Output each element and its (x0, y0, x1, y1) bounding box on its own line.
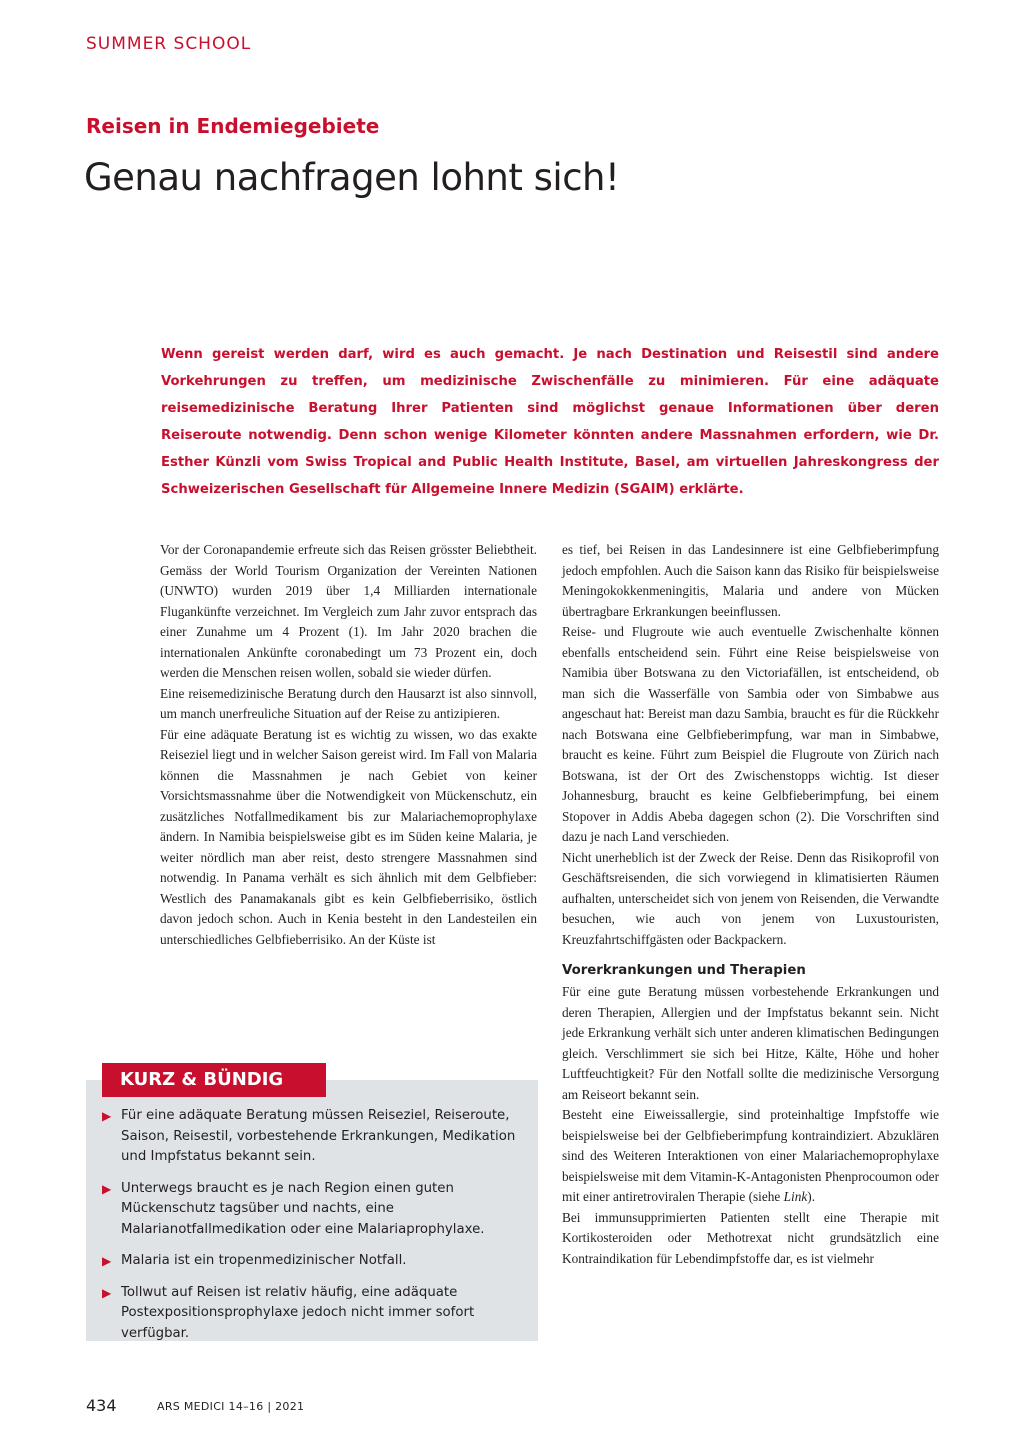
body-paragraph: Für eine gute Beratung müssen vorbestehende Erkrankungen und deren Therapien, Allergien und der Impfstatus bekannt sein. Nicht jede Erkrankung verhält sich unter anderen klimatischen Bedingungen gleich. Verschlimmert sie sich bei Hitze, Kälte, Höhe und hoher Luftfeuchtigkeit? Für den Notfall sollte die medizinische Versorgung am Reiseort bekannt sein. (562, 984, 939, 1102)
list-item-text: Für eine adäquate Beratung müssen Reiseziel, Reiseroute, Saison, Reisestil, vorbestehende Erkrankungen, Medikation und Impfstatus bekannt sein. (121, 1108, 516, 1164)
body-paragraph: es tief, bei Reisen in das Landesinnere ist eine Gelbfieberimpfung jedoch empfohlen. Auch die Saison kann das Risiko für beispielsweise Meningokokkenmeningitis, Malaria und andere von Mücken übertragbare Erkrankungen beeinflussen. (562, 542, 939, 619)
list-item (102, 1106, 526, 1168)
body-paragraph: Bei immunsupprimierten Patienten stellt eine Therapie mit Kortikosteroiden oder Methotrexat nicht grundsätzlich eine Kontraindikation für Lebendimpfstoffe dar, es ist vielmehr (562, 1209, 939, 1266)
body-text: ). (807, 1189, 816, 1204)
body-paragraph: Nicht unerheblich ist der Zweck der Reise. Denn das Risikoprofil von Geschäftsreisenden, die sich vorwiegend in klimatisierten Räumen aufhalten, unterscheidet sich von jenem von Reisenden, die Verwandte besuchen, wie auch von jenem von Luxustouristen, Kreuzfahrtschiffgästen oder Backpackern. (562, 849, 939, 947)
list-item-text: Tollwut auf Reisen ist relativ häufig, eine adäquate Postexpositionsprophylaxe jedoch nicht immer sofort verfügbar. (121, 1284, 475, 1341)
article-kicker: Reisen in Endemiegebiete (86, 114, 380, 138)
list-item (102, 1251, 526, 1272)
summary-list (102, 1106, 526, 1355)
body-paragraph: Vor der Coronapandemie erfreute sich das Reisen grösster Beliebtheit. Gemäss der World Tourism Organization der Vereinten Nationen (UNWTO) wurden 2019 über 1,4 Milliarden internationale Flugankünfte verzeichnet. Im Vergleich zum Jahr zuvor entsprach das einer Zunahme um 4 Prozent (1). Im Jahr 2020 brachen die internationalen Ankünfte coronabedingt um 73 Prozent ein, doch werden die Menschen reisen wollen, sobald sie wieder dürfen. (160, 542, 537, 680)
list-item (102, 1283, 526, 1345)
list-item-text: Unterwegs braucht es je nach Region einen guten Mückenschutz tagsüber und nachts, eine Malarianotfallmedikation oder eine Malariaprophylaxe. (121, 1180, 485, 1237)
body-text: Besteht eine Eiweissallergie, sind proteinhaltige Impfstoffe wie beispielsweise bei der Gelbfieberimpfung kontraindiziert. Abzuklären sind des Weiteren Interaktionen von einer Malariachemoprophylaxe beispielsweise mit dem Vitamin-K-Antagonisten Phenprocoumon oder mit einer antiretroviralen Therapie (siehe (562, 1107, 939, 1204)
triangle-right-icon: ▶ (102, 1254, 112, 1268)
list-item (102, 1179, 526, 1241)
article-title: Genau nachfragen lohnt sich! (84, 156, 620, 199)
body-paragraph: Reise- und Flugroute wie auch eventuelle Zwischenhalte können ebenfalls entscheidend sein. Führt eine Reise beispielsweise von Namibia über Botswana zu den Victoriafällen, ist entscheidend, ob man sich die Wasserfälle von Sambia oder von Simbabwe aus angeschaut hat: Bereist man dazu Sambia, braucht es für die Rückkehr nach Botswana eine Gelbfieberimpfung, war man in Simbabwe, braucht es keine. Führt zum Beispiel die Flugroute von Zürich nach Botswana, ist der Ort des Zwischenstopps wichtig. Ist dieser Johannesburg, braucht es keine Gelbfieberimpfung, bei einem Stopover in Addis Abeba dagegen schon (2). Die Vorschriften sind dazu je nach Land verschieden. (562, 624, 939, 844)
journal-name: ARS MEDICI 14–16 | 2021 (157, 1400, 305, 1413)
body-paragraph: Eine reisemedizinische Beratung durch den Hausarzt ist also sinnvoll, um manch unerfreuliche Situation auf der Reise zu antizipieren. (160, 685, 537, 721)
list-item-text: Malaria ist ein tropenmedizinischer Notfall. (121, 1253, 407, 1268)
triangle-right-icon: ▶ (102, 1181, 112, 1196)
subheading: Vorerkrankungen und Therapien (562, 963, 806, 978)
triangle-right-icon: ▶ (102, 1285, 112, 1300)
page-number: 434 (86, 1396, 117, 1415)
body-column-left (160, 540, 537, 950)
section-label: SUMMER SCHOOL (86, 34, 252, 54)
body-paragraph: Für eine adäquate Beratung ist es wichtig zu wissen, wo das exakte Reiseziel liegt und in welcher Saison gereist wird. Im Fall von Malaria können die Massnahmen je nach Gebiet von keiner Vorsichtsmassnahme über die Notwendigkeit von Mückenschutz, ein zusätzliches Notfallmedikament bis zur Malariachemoprophylaxe ändern. In Namibia beispielsweise gibt es im Süden keine Malaria, je weiter nördlich man aber reist, desto strengere Massnahmen sind notwendig. In Panama verhält es sich ähnlich mit dem Gelbfieber: Westlich des Panamakanals gibt es kein Gelbfieberrisiko, östlich davon jedoch schon. Auch in Kenia besteht in den Landesteilen ein unterschiedliches Gelbfieberrisiko. An der Küste ist (160, 726, 537, 947)
body-paragraph (562, 1105, 939, 1208)
triangle-right-icon: ▶ (102, 1109, 112, 1123)
article-lead: Wenn gereist werden darf, wird es auch gemacht. Je nach Destination und Reisestil sind andere Vorkehrungen zu treffen, um medizinische Zwischenfälle zu minimieren. Für eine adäquate reisemedizinische Beratung Ihrer Patienten sind möglichst genaue Informationen über deren Reiseroute notwendig. Denn schon wenige Kilometer könnten andere Massnahmen erfordern, wie Dr. Esther Künzli vom Swiss Tropical and Public Health Institute, Basel, am virtuellen Jahreskongress der Schweizerischen Gesellschaft für Allgemeine Innere Medizin (SGAIM) erklärte. (161, 347, 939, 497)
body-column-right (562, 540, 939, 1269)
summary-box-title: KURZ & BÜNDIG (102, 1063, 326, 1097)
link-reference[interactable]: Link (783, 1189, 808, 1204)
